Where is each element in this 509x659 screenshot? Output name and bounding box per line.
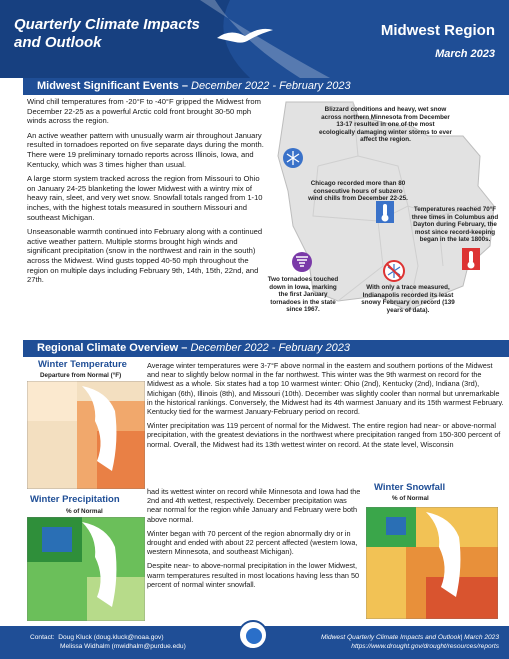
no-snow-icon	[384, 261, 404, 281]
event-paragraph: Wind chill temperatures from -20°F to -40°F gripped the Midwest from December 22-25 as a powerful Arctic cold front brought 30-50 mph winds across the region.	[27, 97, 261, 126]
event-paragraph: An active weather pattern with unusually warm air throughout January resulted in tornadoes reported on five separate days during the month. There were 19 preliminary tornado reports across Illinois, Iowa, and Kentucky, which was 3 times higher than usual.	[27, 130, 264, 169]
precipitation-percent-map	[27, 517, 145, 621]
drought-paragraph: Winter began with 70 percent of the region abnormally dry or in drought and ended with about 22 percent affected (western Iowa, western Minnesota, and southeast Michigan).	[147, 528, 358, 557]
precipitation-paragraph-part1: Winter precipitation was 119 percent of normal for the Midwest. The entire region had near- or above-normal precipitation, with the greatest deviations in the northwest where precipitation ranged from 150-300 percent of normal. Overall, the Midwest had its 13th wettest winter on record. At the state level, Wisconsin	[147, 421, 501, 449]
temperature-departure-map	[27, 381, 145, 489]
event-paragraph: A large storm system tracked across the region from Missouri to Ohio on January 24-25 blanketing the lower Midwest with a wintry mix of heavy rain, sleet, and very wet snow. Snowfall totals ranged from 1-10 inches, with the highest totals measured in southern Missouri and southeast Michigan.	[27, 174, 263, 222]
precip-map-title: Winter Precipitation	[30, 494, 120, 505]
climate-overview-text-top	[147, 361, 504, 454]
chicago-note: Chicago recorded more than 80 consecutive hours of subzero wind chills from December 22-25.	[308, 180, 408, 203]
significant-events-heading: Midwest Significant Events – December 2022 - February 2023	[23, 78, 509, 95]
precipitation-paragraph-part2: had its wettest winter on record while Minnesota and Iowa had the 2nd and 4th wettest, respectively. December precipitation was near normal for the region while January and February were both above normal.	[147, 487, 361, 524]
temperature-paragraph: Average winter temperatures were 3-7°F above normal in the eastern and southern portions of the Midwest and near to slightly below normal in the far northwest. This winter was the 9th warmest on record for the Midwest as a whole. Six states had a top 10 warmest winter: Ohio (2nd), Kentucky (2nd), Indiana (3rd), Michigan (6th), Illinois (8th), and Missouri (10th). December was slightly cooler than normal but unremarkable in the historical rankings. Conversely, the Midwest had its 4th warmest January and its 15th warmest February. Kentucky tied for the warmest January-February period on record.	[147, 361, 504, 417]
climate-overview-heading: Regional Climate Overview – December 2022 - February 2023	[23, 340, 509, 357]
temp-map-title: Winter Temperature	[38, 359, 127, 370]
blizzard-note: Blizzard conditions and heavy, wet snow across northern Minnesota from December 13-17 resulted in one of the most ecologically damaging winter storms to ever affect the region.	[319, 106, 452, 144]
warm-thermometer-icon	[462, 248, 480, 270]
bird-logo-icon	[215, 24, 275, 48]
temp-map-subtitle: Departure from Normal (°F)	[40, 372, 122, 379]
temps-note: Temperatures reached 70°F three times in Columbus and Dayton during February, the most since record-keeping began in the late 1800s.	[411, 206, 499, 244]
footer-citation: Midwest Quarterly Climate Impacts and Outlook| March 2023 https://www.drought.gov/drought/resources/reports	[321, 634, 499, 650]
cold-thermometer-icon	[376, 201, 394, 223]
contact-info: Contact: Doug Kluck (doug.kluck@noaa.gov) Melissa Widhalm (mwidhalm@purdue.edu)	[30, 634, 186, 650]
snowfall-percent-map	[366, 507, 498, 619]
tornado-icon	[292, 252, 312, 272]
contact-doug[interactable]: Doug Kluck (doug.kluck@noaa.gov)	[58, 634, 164, 641]
snow-map-title: Winter Snowfall	[374, 482, 446, 493]
tornadoes-note: Two tornadoes touched down in Iowa, marking the first January tornadoes in the state since 1967.	[267, 276, 339, 314]
contact-melissa[interactable]: Melissa Widhalm (mwidhalm@purdue.edu)	[60, 643, 186, 650]
newsletter-title: Quarterly Climate Impacts and Outlook	[14, 16, 200, 51]
region-label: Midwest Region	[380, 22, 495, 39]
significant-events-text	[27, 97, 264, 290]
events-map	[258, 96, 506, 338]
page-header	[0, 0, 509, 78]
noaa-logo-icon	[238, 620, 268, 650]
precip-map-subtitle: % of Normal	[66, 508, 103, 515]
indianapolis-note: With only a trace measured, Indianapolis recorded its least snowy February on record (139 years of data).	[361, 284, 455, 314]
event-paragraph: Unseasonable warmth continued into February along with a continued active weather pattern. Multiple storms brought high winds and significant precipitation (snow in the northwest and rain in the south) across the Midwest. Wind gusts topped 40-50 mph throughout the region on multiple days including February 9th, 14th, 15th, 22nd, and 27th.	[27, 227, 263, 285]
issue-date: March 2023	[435, 48, 495, 60]
snowflake-icon	[283, 148, 303, 168]
climate-overview-text-bottom	[147, 487, 363, 594]
reports-link[interactable]: https://www.drought.gov/drought/resources/reports	[351, 643, 499, 650]
snow-map-subtitle: % of Normal	[392, 495, 429, 502]
snowfall-paragraph: Despite near- to above-normal precipitation in the lower Midwest, warm temperatures resulted in most locations having less than 50 percent of normal winter snowfall.	[147, 561, 360, 589]
